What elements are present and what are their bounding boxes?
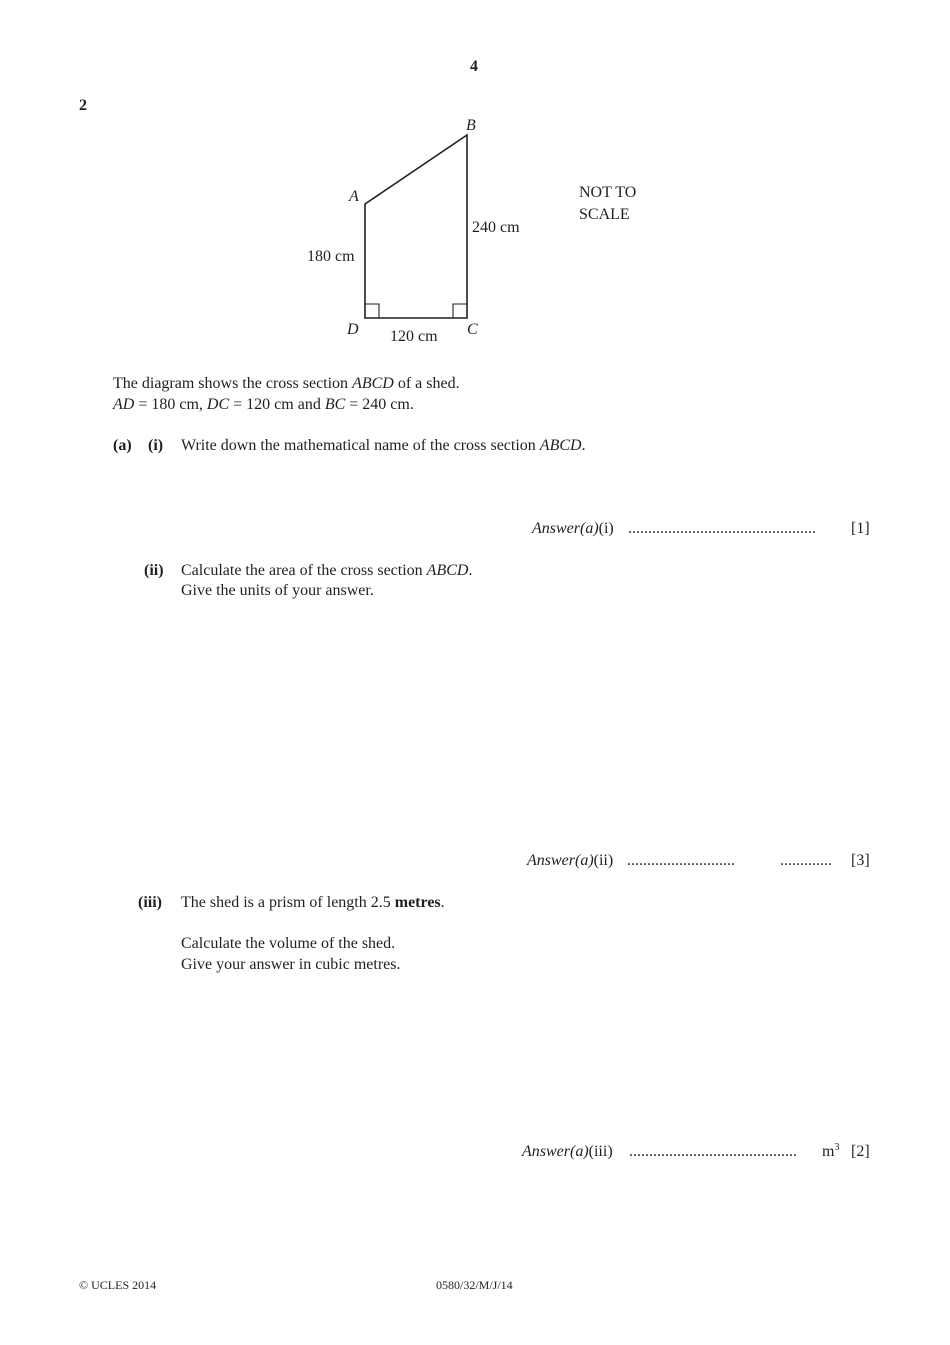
marks-a-i: [1]: [851, 520, 870, 537]
shape-abcd: [365, 135, 467, 318]
part-a-ii-line2: Give the units of your answer.: [181, 582, 374, 599]
part-a-ii-line1: Calculate the area of the cross section ABCD.: [181, 562, 473, 579]
vertex-d: D: [347, 321, 359, 338]
answer-a-i-label: Answer(a)(i): [532, 520, 614, 537]
answer-a-ii-value-field[interactable]: ...........................: [627, 852, 735, 869]
intro-line1: The diagram shows the cross section ABCD of a shed.: [113, 375, 460, 392]
footer-copyright: © UCLES 2014: [79, 1278, 157, 1292]
part-a-i-question: Write down the mathematical name of the cross section ABCD.: [181, 437, 586, 454]
cross-section-diagram: [0, 0, 950, 360]
part-a-iii-label: (iii): [138, 894, 162, 911]
answer-a-ii-units-field[interactable]: .............: [780, 852, 832, 869]
answer-a-iii-label: Answer(a)(iii): [522, 1143, 613, 1160]
vertex-c: C: [467, 321, 478, 338]
label-dc: 120 cm: [390, 328, 438, 345]
page-number: 4: [470, 58, 478, 75]
label-ad: 180 cm: [307, 248, 355, 265]
label-bc: 240 cm: [472, 219, 520, 236]
footer-code: 0580/32/M/J/14: [436, 1278, 513, 1292]
question-number: 2: [79, 97, 87, 114]
vertex-b: B: [466, 117, 476, 134]
part-a-iii-line3: Give your answer in cubic metres.: [181, 956, 401, 973]
answer-a-i-field[interactable]: ...............................................: [628, 520, 816, 537]
marks-a-ii: [3]: [851, 852, 870, 869]
part-a-ii-label: (ii): [144, 562, 164, 579]
part-a-i-label: (i): [148, 437, 164, 454]
not-to-scale-line1: NOT TO: [579, 184, 637, 201]
intro-line2: AD = 180 cm, DC = 120 cm and BC = 240 cm.: [113, 396, 414, 413]
answer-a-iii-field[interactable]: ..........................................: [629, 1143, 797, 1160]
marks-a-iii: [2]: [851, 1143, 870, 1160]
part-a-iii-line2: Calculate the volume of the shed.: [181, 935, 396, 952]
answer-a-ii-label: Answer(a)(ii): [527, 852, 614, 869]
vertex-a: A: [349, 188, 359, 205]
right-angle-c: [453, 304, 467, 318]
part-a-label: (a): [113, 437, 132, 454]
right-angle-d: [365, 304, 379, 318]
part-a-iii-line1: The shed is a prism of length 2.5 metres.: [181, 894, 445, 911]
not-to-scale-line2: SCALE: [579, 206, 630, 223]
answer-a-iii-unit: $m^3$: [822, 1142, 840, 1160]
